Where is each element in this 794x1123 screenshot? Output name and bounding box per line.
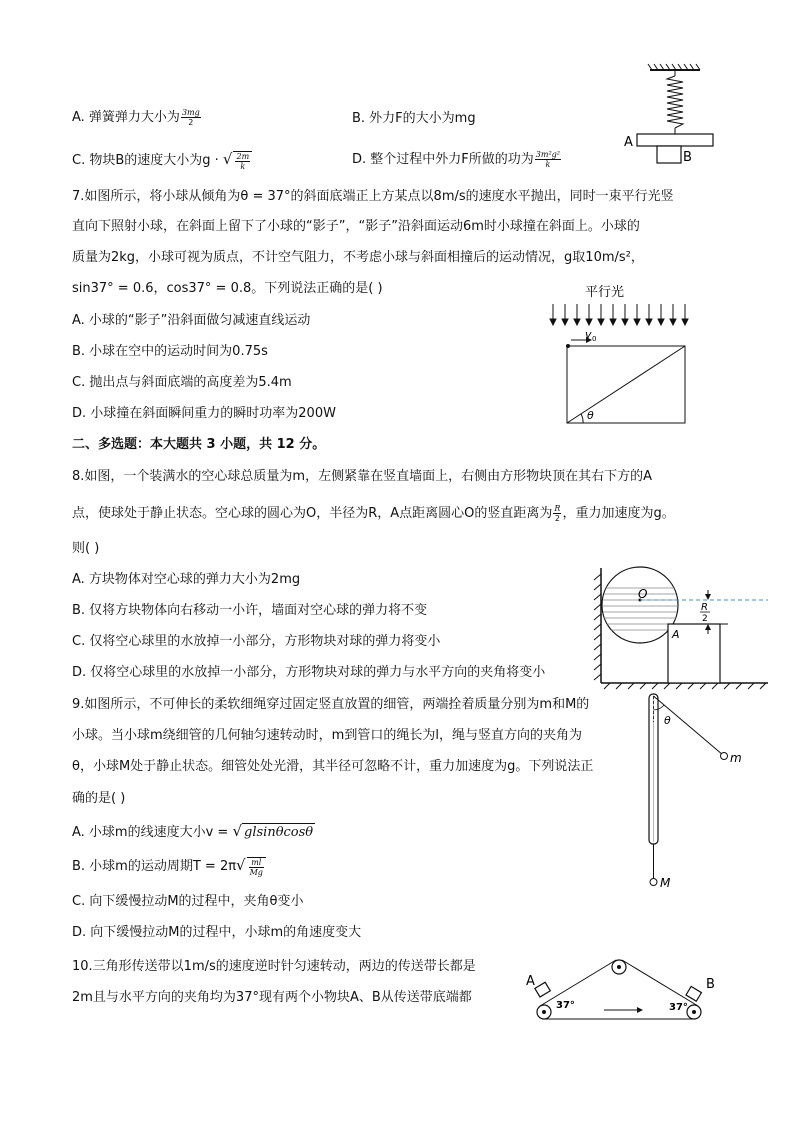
q8-fraction xyxy=(553,504,561,523)
q10-stem-line-1: 10.三角形传送带以1m/s的速度逆时针匀速转动，两边的传送带长都是 xyxy=(72,959,476,974)
q6-spring-figure xyxy=(620,62,730,172)
q6-option-a xyxy=(72,108,202,127)
q8-stem-line-2 xyxy=(72,504,675,523)
fraction-denominator: 2 xyxy=(188,118,194,127)
q9-option-a-sqrt: glsinθcosθ xyxy=(244,825,314,840)
q8-stem-line-1: 8.如图，一个装满水的空心球总质量为m，左侧紧靠在竖直墙面上，右侧由方形物块顶在其右下方的A xyxy=(72,469,652,484)
q7-option-c: C. 抛出点与斜面底端的高度差为5.4m xyxy=(72,375,292,390)
q8-fig-o: O xyxy=(638,587,648,601)
q7-option-d: D. 小球撞在斜面瞬间重力的瞬时功率为200W xyxy=(72,406,336,421)
q7-fig-v0: v xyxy=(585,328,592,341)
q7-incline-figure xyxy=(545,282,705,427)
q9-option-d: D. 向下缓慢拉动M的过程中，小球m的角速度变大 xyxy=(72,925,362,940)
q7-fig-v0-sub: 0 xyxy=(592,335,597,343)
q6-fig-label-b: B xyxy=(683,150,692,165)
q9-option-b-fraction xyxy=(247,857,266,877)
fraction-denominator: Mg xyxy=(249,867,263,877)
q9-stem-line-1: 9.如图所示，不可伸长的柔软细绳穿过固定竖直放置的细管，两端拴着质量分别为m和M的 xyxy=(72,697,590,712)
q9-option-a: A. 小球m的线速度大小v = √ glsinθcosθ xyxy=(72,822,314,840)
fraction-denominator: k xyxy=(240,161,246,171)
q6-fig-label-a: A xyxy=(624,135,633,150)
fraction-numerator: R xyxy=(554,504,561,513)
q6-option-a-fraction xyxy=(181,108,201,127)
q8-fig-a: A xyxy=(672,628,680,641)
section-2-heading: 二、多选题：本大题共 3 小题，共 12 分。 xyxy=(72,437,326,452)
q8-option-d: D. 仅将空心球里的水放掉一小部分，方形物块对球的弹力与水平方向的夹角将变小 xyxy=(72,665,546,680)
q9-stem-line-3: θ，小球M处于静止状态。细管处处光滑，其半径可忽略不计，重力加速度为g。下列说法正 xyxy=(72,759,594,774)
q6-option-d-text: D. 整个过程中外力F所做的功为 xyxy=(352,152,534,167)
q10-fig-angle-left: 37° xyxy=(556,1000,575,1011)
q6-option-a-text: A. 弹簧弹力大小为 xyxy=(72,110,180,125)
q9-fig-M: M xyxy=(660,876,671,890)
fraction-numerator: ml xyxy=(249,858,264,868)
q9-option-b: B. 小球m的运动周期T = 2π√ $\frac{ml}{Mg}$ xyxy=(72,856,267,877)
q8-stem-line-2a: 点，使球处于静止状态。空心球的圆心为O，半径为R，A点距离圆心O的竖直距离为 xyxy=(72,506,553,521)
q7-stem-line-3: 质量为2kg，小球可视为质点，不计空气阻力，不考虑小球与斜面相撞后的运动情况，g取10m/s²， xyxy=(72,250,644,265)
q8-fig-2: 2 xyxy=(702,614,708,624)
q6-option-c-fraction xyxy=(233,151,252,171)
q8-fig-r: R xyxy=(701,602,708,613)
q8-stem-line-3: 则( ) xyxy=(72,541,100,556)
q8-stem-line-2b: ，重力加速度为g。 xyxy=(562,506,675,521)
q7-stem-line-4: sin37° = 0.6，cos37° = 0.8。下列说法正确的是( ) xyxy=(72,281,383,296)
q9-fig-m: m xyxy=(730,751,742,765)
q10-fig-a: A xyxy=(526,974,535,989)
fraction-numerator: 3mg xyxy=(181,108,200,117)
q10-fig-angle-right: 37° xyxy=(669,1002,688,1013)
q8-option-b: B. 仅将方块物体向右移动一小许，墙面对空心球的弹力将不变 xyxy=(72,603,428,618)
q8-option-a: A. 方块物体对空心球的弹力大小为2mg xyxy=(72,572,301,587)
q9-stem-line-4: 确的是( ) xyxy=(72,791,126,806)
q7-option-a: A. 小球的“影子”沿斜面做匀减速直线运动 xyxy=(72,313,311,328)
q8-sphere-figure xyxy=(590,560,770,690)
q7-option-b: B. 小球在空中的运动时间为0.75s xyxy=(72,344,268,359)
q9-tube-figure xyxy=(640,688,760,893)
fraction-numerator: 2m xyxy=(236,151,250,161)
q9-stem-line-2: 小球。当小球m绕细管的几何轴匀速转动时，m到管口的绳长为l，绳与竖直方向的夹角为 xyxy=(72,728,582,743)
q7-fig-theta: θ xyxy=(587,409,594,422)
q9-option-c: C. 向下缓慢拉动M的过程中，夹角θ变小 xyxy=(72,894,304,909)
q10-fig-b: B xyxy=(706,977,715,992)
q8-option-c: C. 仅将空心球里的水放掉一小部分，方形物块对球的弹力将变小 xyxy=(72,634,441,649)
q7-stem-line-1: 7.如图所示，将小球从倾角为θ = 37°的斜面底端正上方某点以8m/s的速度水平抛出，同时一束平行光竖 xyxy=(72,189,674,204)
q9-option-b-text: B. 小球m的运动周期T = 2π xyxy=(72,859,237,874)
q6-option-d xyxy=(352,150,562,169)
q6-option-d-fraction xyxy=(535,150,561,169)
q9-option-a-text: A. 小球m的线速度大小v = xyxy=(72,825,233,840)
fraction-denominator: 2 xyxy=(554,514,560,523)
q6-option-b: B. 外力F的大小为mg xyxy=(352,111,476,126)
q7-fig-light-label: 平行光 xyxy=(585,285,625,300)
fraction-numerator: 3m²g² xyxy=(535,150,560,159)
q10-stem-line-2: 2m且与水平方向的夹角均为37°现有两个小物块A、B从传送带底端都 xyxy=(72,990,472,1005)
q6-option-c: C. 物块B的速度大小为g · √ $\frac{2m}{k}$ xyxy=(72,150,253,171)
q7-stem-line-2: 直向下照射小球，在斜面上留下了小球的“影子”，“影子”沿斜面运动6m时小球撞在斜面上。小球的 xyxy=(72,219,640,234)
fraction-denominator: k xyxy=(545,160,551,169)
q6-option-c-text: C. 物块B的速度大小为g · xyxy=(72,153,223,168)
q10-conveyor-figure xyxy=(522,955,722,1025)
q9-fig-theta: θ xyxy=(664,714,671,727)
